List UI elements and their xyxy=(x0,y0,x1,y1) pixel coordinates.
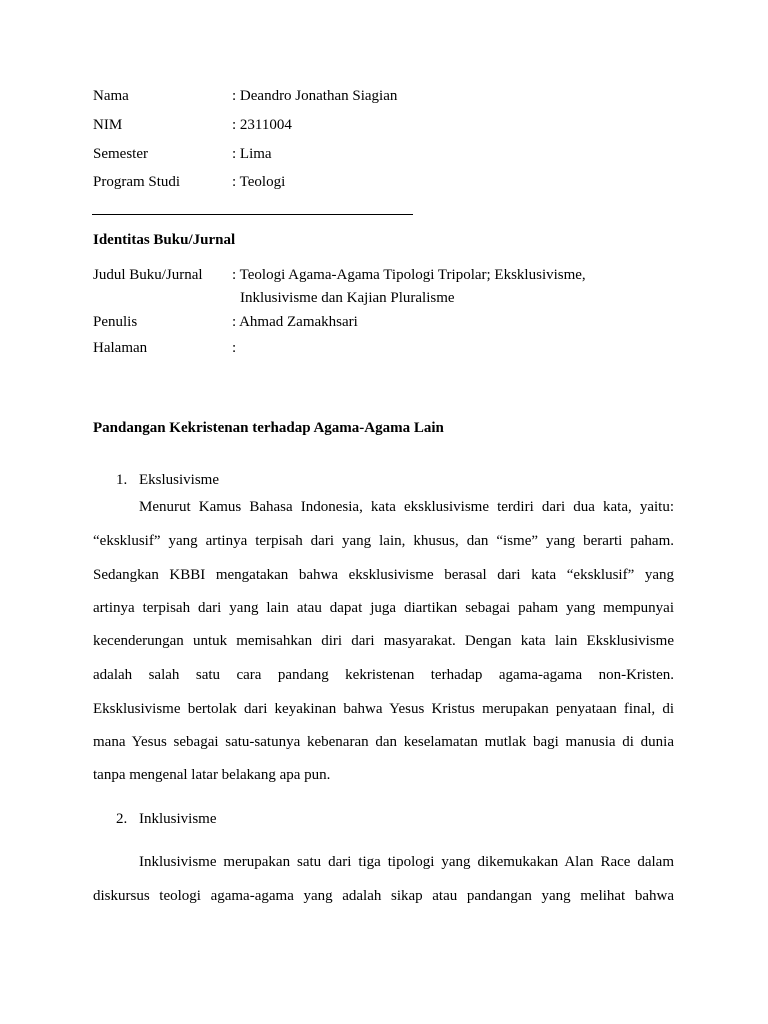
item1-paragraph-line: Sedangkan KBBI mengatakan bahwa eksklusivisme berasal dari kata “eksklusif” yang xyxy=(93,567,674,583)
nama-value: : Deandro Jonathan Siagian xyxy=(232,88,398,104)
halaman-value: : xyxy=(232,340,237,356)
item1-paragraph-line: Menurut Kamus Bahasa Indonesia, kata eksklusivisme terdiri dari dua kata, yaitu: xyxy=(139,499,674,515)
section-heading: Pandangan Kekristenan terhadap Agama-Agama Lain xyxy=(93,420,444,436)
item2-title: Inklusivisme xyxy=(139,811,217,827)
nim-label: NIM xyxy=(93,117,123,133)
penulis-label: Penulis xyxy=(93,314,138,330)
item1-paragraph-line: artinya terpisah dari yang lain atau dapat juga diartikan sebagai paham yang mempunyai xyxy=(93,600,674,616)
item1-paragraph-line: Eksklusivisme bertolak dari keyakinan bahwa Yesus Kristus merupakan penyataan final, di xyxy=(93,701,674,717)
program-studi-value: : Teologi xyxy=(232,174,286,190)
judul-value-line2: Inklusivisme dan Kajian Pluralisme xyxy=(240,290,455,306)
item2-paragraph-line: Inklusivisme merupakan satu dari tiga tipologi yang dikemukakan Alan Race dalam xyxy=(139,854,674,870)
nama-label: Nama xyxy=(93,88,129,104)
semester-value: : Lima xyxy=(232,146,272,162)
item1-title: Ekslusivisme xyxy=(139,472,220,488)
program-studi-label: Program Studi xyxy=(93,174,181,190)
horizontal-rule xyxy=(92,214,413,215)
item1-paragraph-line: tanpa mengenal latar belakang apa pun. xyxy=(93,767,331,783)
halaman-label: Halaman xyxy=(93,340,148,356)
nim-value: : 2311004 xyxy=(232,117,292,133)
item2-paragraph-line: diskursus teologi agama-agama yang adalah sikap atau pandangan yang melihat bahwa xyxy=(93,888,674,904)
judul-value-line1: : Teologi Agama-Agama Tipologi Tripolar; Eksklusivisme, xyxy=(232,267,586,283)
penulis-value: : Ahmad Zamakhsari xyxy=(232,314,358,330)
item1-number: 1. xyxy=(116,472,128,488)
item1-paragraph-line: kecenderungan untuk memisahkan diri dari masyarakat. Dengan kata lain Eksklusivisme xyxy=(93,633,674,649)
semester-label: Semester xyxy=(93,146,148,162)
judul-label: Judul Buku/Jurnal xyxy=(93,267,203,283)
item1-paragraph-line: adalah salah satu cara pandang kekristenan terhadap agama-agama non-Kristen. xyxy=(93,667,674,683)
item2-number: 2. xyxy=(116,811,128,827)
item1-paragraph-line: mana Yesus sebagai satu-satunya kebenaran dan keselamatan mutlak bagi manusia di dunia xyxy=(93,734,674,750)
item1-paragraph-line: “eksklusif” yang artinya terpisah dari yang lain, khusus, dan “isme” yang berarti paham. xyxy=(93,533,674,549)
book-identity-heading: Identitas Buku/Jurnal xyxy=(93,232,236,248)
